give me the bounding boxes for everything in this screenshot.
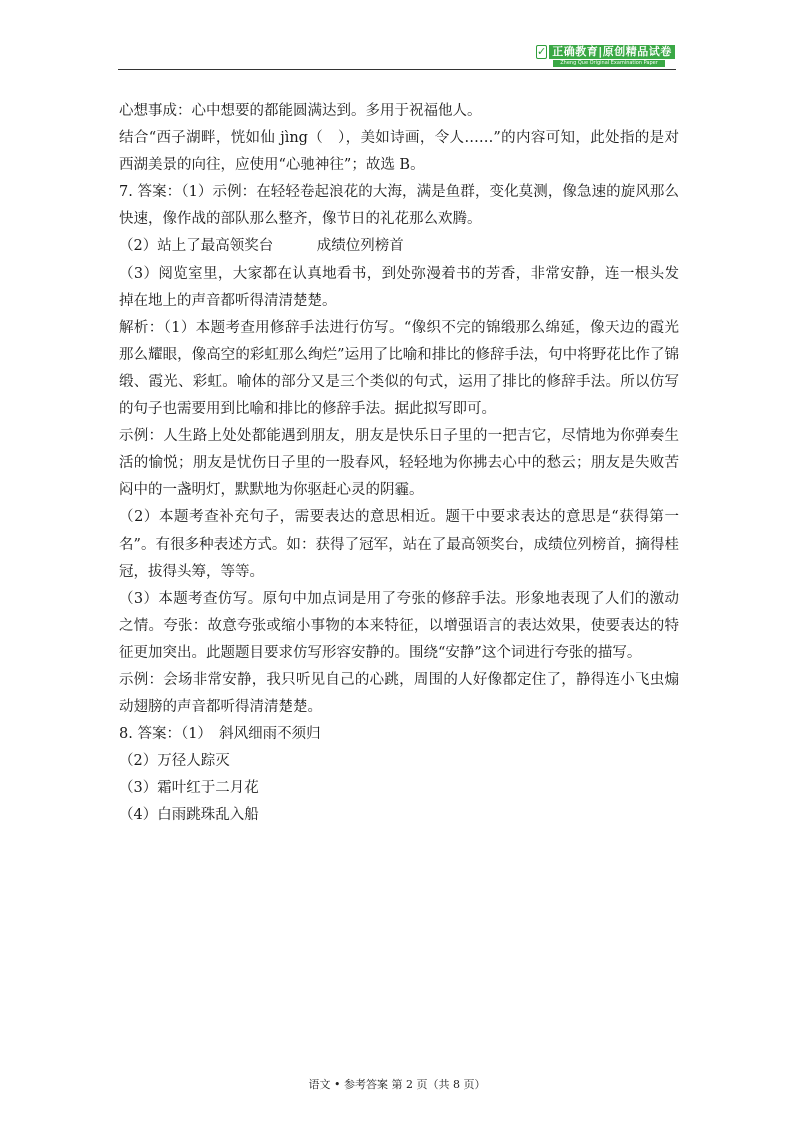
paragraph: （3）本题考查仿写。原句中加点词是用了夸张的修辞手法。形象地表现了人们的激动之情。夸张：故意夸张或缩小事物的本来特征，以增强语言的表达效果，使要表达的特征更加突出。此题题目要求仿写形容安静的。围绕“安静”这个词进行夸张的描写。: [119, 590, 679, 661]
paragraph: （3）阅览室里，大家都在认真地看书，到处弥漫着书的芳香，非常安静，连一根头发掉在地上的声音都听得清清楚楚。: [119, 265, 679, 309]
paragraph: （3）霜叶红于二月花: [119, 780, 259, 797]
paragraph: 示例：会场非常安静，我只听见自己的心跳，周围的人好像都定住了，静得连小飞虫煽动翅膀的声音都听得清清楚楚。: [119, 671, 679, 716]
paragraph: 结合“西子湖畔，恍如仙 jìng（ ），美如诗画，令人……”的内容可知，此处指的是对西湖美景的向往，应使用“心驰神往”；故选 B。: [119, 130, 679, 174]
paragraph: 心想事成：心中想要的都能圆满达到。多用于祝福他人。: [119, 103, 482, 119]
page-footer: 语文 • 参考答案 第 2 页（共 8 页）: [308, 1078, 486, 1091]
paragraph: （2）站上了最高领奖台 成绩位列榜首: [119, 238, 404, 255]
brand-subtitle: Zheng Que Original Examination Paper: [553, 60, 665, 67]
paragraph: 示例：人生路上处处都能遇到朋友，朋友是快乐日子里的一把吉它，尽情地为你弹奏生活的愉悦；朋友是忧伤日子里的一股春风，轻轻地为你拂去心中的愁云；朋友是失败苦闷中的一盏明灯，默默地为你驱赶心灵的阴霾。: [119, 428, 679, 499]
answer-content: [119, 98, 679, 830]
brand-name: 正确教育|原创精品试卷: [549, 45, 675, 59]
header-logo: [536, 44, 674, 68]
paragraph: （2）万径人踪灭: [119, 753, 230, 770]
paragraph: （4）白雨跳珠乱入船: [119, 807, 259, 824]
paragraph: 7. 答案：（1）示例：在轻轻卷起浪花的大海，满是鱼群，变化莫测，像急速的旋风那么快速，像作战的部队那么整齐，像节日的礼花那么欢腾。: [119, 184, 679, 228]
header-divider: [118, 69, 676, 70]
paragraph: 8. 答案：（1） 斜风细雨不须归: [119, 726, 321, 743]
checkmark-icon: ✓: [537, 45, 547, 58]
paragraph: （2）本题考查补充句子，需要表达的意思相近。题干中要求表达的意思是“获得第一名”。有很多种表述方式。如：获得了冠军，站在了最高领奖台，成绩位列榜首，摘得桂冠，拔得头筹，等等。: [119, 509, 679, 580]
paragraph: 解析：（1）本题考查用修辞手法进行仿写。“像织不完的锦缎那么绵延，像天边的霞光那么耀眼，像高空的彩虹那么绚烂”运用了比喻和排比的修辞手法，句中将野花比作了锦缎、霞光、彩虹。喻体的部分又是三个类似的句式，运用了排比的修辞手法。所以仿写的句子也需要用到比喻和排比的修辞手法。据此拟写即可。: [119, 319, 679, 418]
